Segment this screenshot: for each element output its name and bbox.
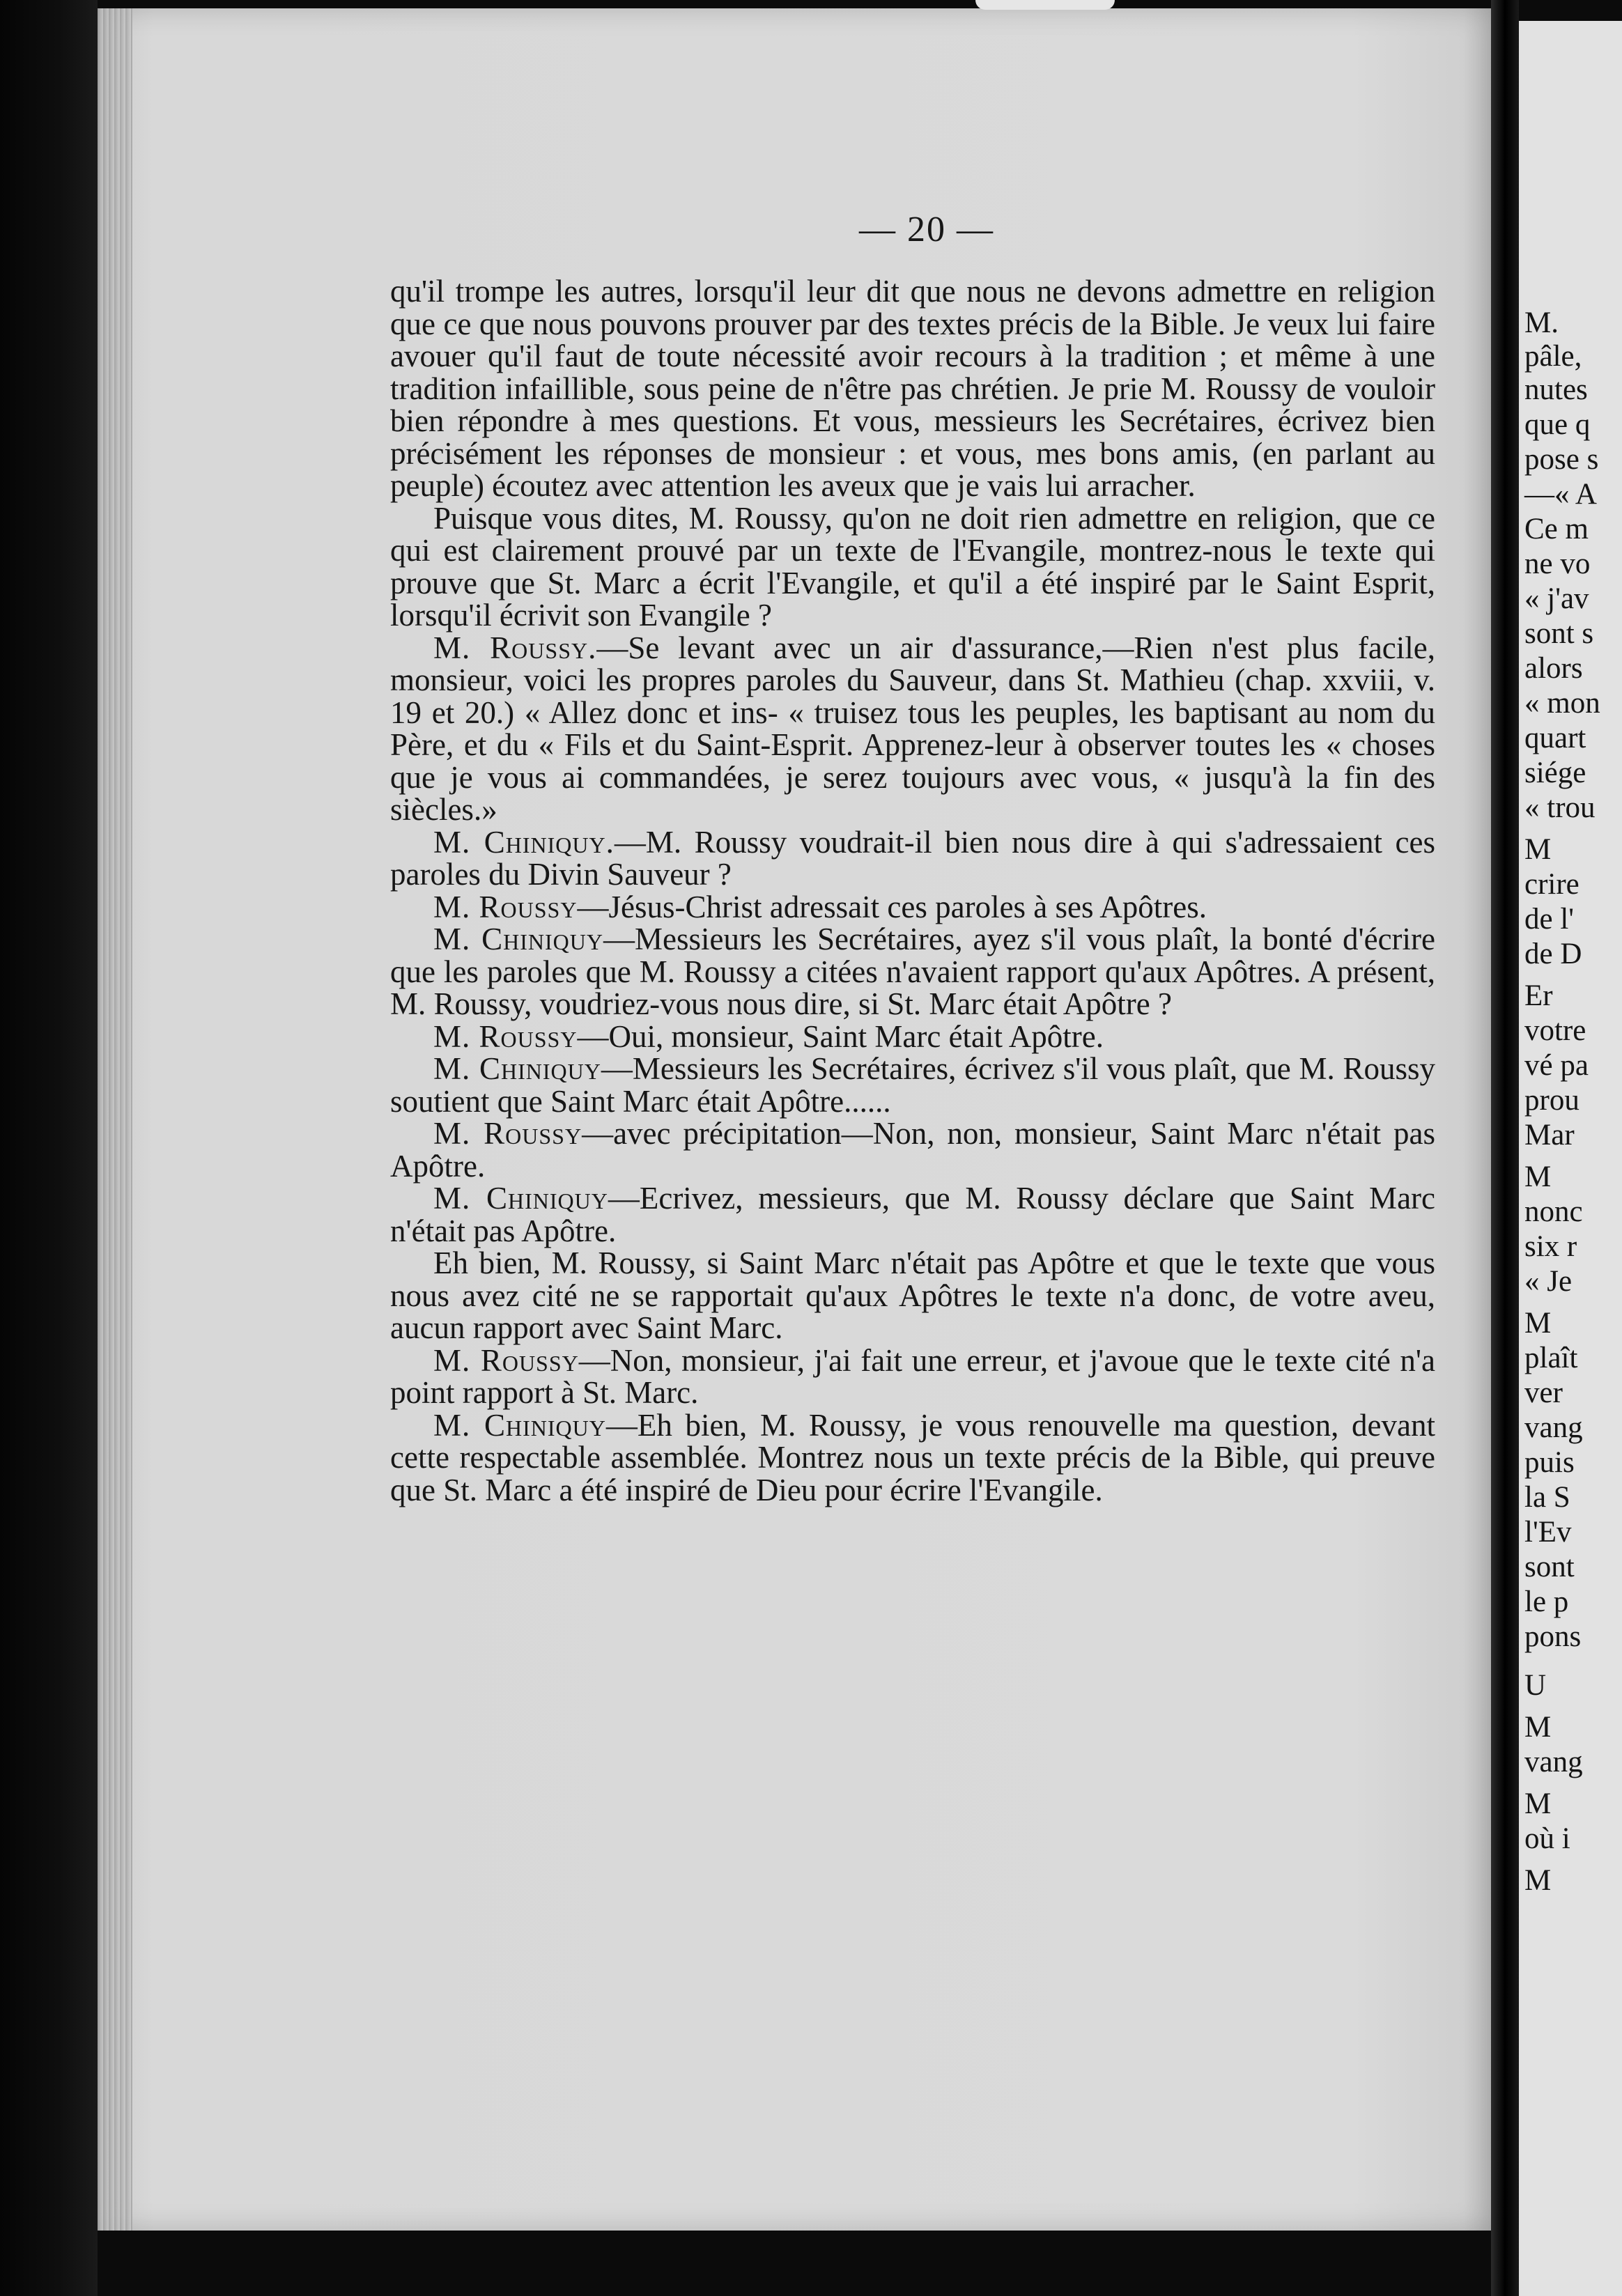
paragraph (390, 1409, 1435, 1507)
paragraph (390, 275, 1435, 502)
speaker-name: M. Roussy (433, 1342, 579, 1378)
facing-page-line: puis (1524, 1446, 1575, 1479)
page-number: — 20 — (859, 210, 994, 249)
paragraph-text: —Eh bien, M. Roussy, je vous renouvelle ma question, devant cette respectable assemblée. Montrez nous un texte précis de la Bible, qui preuve que St. Marc a été inspiré de Dieu pour écrire l'Evangile. (390, 1407, 1436, 1507)
facing-page-line: M (1524, 1864, 1552, 1897)
paragraph-text: —Messieurs les Secrétaires, écrivez s'il vous plaît, que M. Roussy soutient que Saint Marc était Apôtre...... (390, 1051, 1436, 1119)
paragraph-text: —Non, monsieur, j'ai fait une erreur, et j'avoue que le texte cité n'a point rapport à St. Marc. (390, 1342, 1435, 1410)
paragraph (390, 502, 1435, 632)
paragraph (390, 1053, 1435, 1117)
facing-page-line: pons (1524, 1620, 1582, 1653)
paragraph (390, 1117, 1435, 1182)
paragraph-text: —Se levant avec un air d'assurance,—Rien n'est plus facile, monsieur, voici les propres paroles du Sauveur, dans St. Mathieu (chap. xxviii, v. 19 et 20.) « Allez donc et ins- « truisez tous les peuples, les baptisant au nom du Père, et du « Fils et du Saint-Esprit. Apprenez-leur à observer toutes les « choses que je vous ai commandées, je serez toujours avec vous, « jusqu'à la fin des siècles.» (390, 630, 1435, 827)
facing-page-line: U (1524, 1669, 1547, 1702)
facing-page-line: M (1524, 833, 1552, 866)
paragraph-text: —Ecrivez, messieurs, que M. Roussy déclare que Saint Marc n'était pas Apôtre. (390, 1181, 1435, 1248)
facing-page-line: « Je (1524, 1265, 1573, 1298)
facing-page-line: sont s (1524, 617, 1594, 650)
facing-page-line: alors (1524, 652, 1583, 685)
paragraph (390, 632, 1435, 826)
paragraph (390, 1182, 1435, 1247)
facing-page-line: que q (1524, 408, 1591, 441)
speaker-name: M. Chiniquy (433, 1051, 601, 1086)
facing-page-line: votre (1524, 1014, 1586, 1047)
body-text (390, 275, 1435, 1506)
facing-page-line: pâle, (1524, 340, 1582, 373)
facing-page-line: quart (1524, 722, 1586, 754)
facing-page-line: ne vo (1524, 548, 1591, 580)
facing-page-line: M (1524, 1787, 1552, 1820)
speaker-name: M. Roussy (433, 889, 578, 924)
paragraph-text: —M. Roussy voudrait-il bien nous dire à qui s'adressaient ces paroles du Divin Sauveur ? (390, 824, 1435, 892)
facing-page-line: siége (1524, 757, 1586, 789)
facing-page-line: nutes (1524, 373, 1588, 406)
facing-page-line: « j'av (1524, 582, 1589, 615)
facing-page-line: M (1524, 1711, 1552, 1744)
facing-page-line: de D (1524, 938, 1582, 970)
facing-page-line: M (1524, 1161, 1552, 1193)
facing-page-line: Er (1524, 979, 1553, 1012)
page-edge-shading (98, 8, 132, 2231)
facing-page-line: l'Ev (1524, 1516, 1572, 1549)
paragraph (390, 1018, 1435, 1054)
paragraph (390, 1247, 1435, 1344)
paragraph-text: Eh bien, M. Roussy, si Saint Marc n'était pas Apôtre et que le texte que vous nous avez cité ne se rapportait qu'aux Apôtres le texte n'a donc, de votre aveu, aucun rapport avec Saint Marc. (390, 1246, 1435, 1345)
facing-page-line: de l' (1524, 903, 1575, 936)
facing-page-line: vang (1524, 1411, 1583, 1444)
facing-page-line: pose s (1524, 443, 1599, 476)
paragraph (390, 1344, 1435, 1409)
paragraph (390, 826, 1435, 891)
paragraph (390, 891, 1435, 924)
facing-page-line: le p (1524, 1585, 1569, 1618)
speaker-name: M. Chiniquy (433, 1181, 608, 1216)
facing-page-line: vé pa (1524, 1049, 1589, 1082)
facing-page-line: Mar (1524, 1119, 1575, 1151)
facing-page-line: vang (1524, 1746, 1583, 1778)
facing-page-line: prou (1524, 1084, 1579, 1117)
paragraph-text: qu'il trompe les autres, lorsqu'il leur dit que nous ne devons admettre en religion que ce que nous pouvons prouver par des textes précis de la Bible. Je veux lui faire avouer qu'il faut de toute nécessité avoir recours à la tradition ; et même à une tradition infaillible, sous peine de n'être pas chrétien. Je prie M. Roussy de vouloir bien répondre à mes questions. Et vous, messieurs les Secrétaires, écrivez bien précisément les réponses de monsieur : et vous, mes bons amis, (en parlant au peuple) écoutez avec attention les aveux que je vais lui arracher. (390, 274, 1435, 503)
facing-page-line: M (1524, 1307, 1552, 1340)
book-gutter (1491, 0, 1519, 2296)
facing-page-line: sont (1524, 1551, 1575, 1583)
speaker-name: M. Roussy (433, 1116, 582, 1151)
facing-page-line: nonc (1524, 1195, 1583, 1228)
facing-page-line: la S (1524, 1481, 1570, 1514)
facing-page-line: plaît (1524, 1342, 1578, 1374)
scan-left-border (0, 0, 98, 2296)
facing-page-line: M. (1524, 307, 1559, 339)
paragraph-text: —avec précipitation—Non, non, monsieur, Saint Marc n'était pas Apôtre. (390, 1116, 1435, 1184)
facing-page-line: Ce m (1524, 513, 1589, 545)
paragraph-text: —Oui, monsieur, Saint Marc était Apôtre. (577, 1018, 1104, 1054)
facing-page-line: ver (1524, 1376, 1563, 1409)
paragraph-text: —Messieurs les Secrétaires, ayez s'il vous plaît, la bonté d'écrire que les paroles que M. Roussy a citées n'avaient rapport qu'aux Apôtres. A présent, M. Roussy, voudriez-vous nous dire, si St. Marc était Apôtre ? (390, 922, 1436, 1021)
speaker-name: M. Chiniquy (433, 922, 603, 956)
speaker-name: M. Roussy. (433, 630, 597, 665)
facing-page-line: crire (1524, 868, 1579, 901)
paragraph (390, 923, 1435, 1021)
facing-page-line: six r (1524, 1230, 1577, 1263)
facing-page-line: « mon (1524, 687, 1600, 720)
speaker-name: M. Chiniquy (433, 1407, 606, 1443)
facing-page-line: « trou (1524, 791, 1596, 824)
speaker-name: M. Roussy (433, 1018, 578, 1054)
scan-top-artifact (975, 0, 1115, 10)
facing-page-fragment (1519, 21, 1622, 2296)
facing-page-line: où i (1524, 1822, 1570, 1855)
paragraph-text: —Jésus-Christ adressait ces paroles à ses Apôtres. (577, 889, 1207, 924)
speaker-name: M. Chiniquy. (433, 824, 615, 860)
paragraph-text: Puisque vous dites, M. Roussy, qu'on ne doit rien admettre en religion, que ce qui est clairement prouvé par un texte de l'Evangile, montrez-nous le texte qui prouve que St. Marc a écrit l'Evangile, et qu'il a été inspiré par le Saint Esprit, lorsqu'il écrivit son Evangile ? (390, 500, 1435, 633)
facing-page-line: —« A (1524, 478, 1597, 511)
